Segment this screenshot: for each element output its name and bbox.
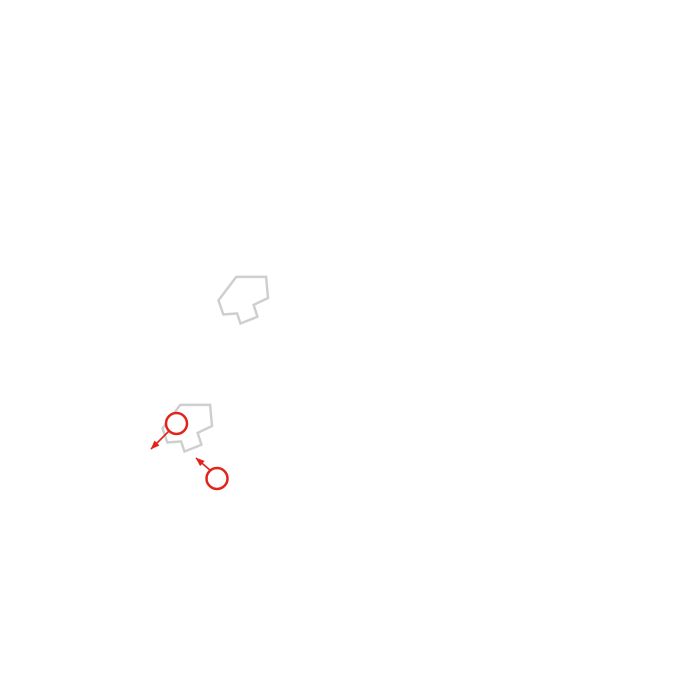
metal-profil-logo-icon	[214, 271, 274, 327]
point-b-marker	[196, 458, 228, 489]
callout-a-circle	[166, 413, 187, 434]
callout-b-circle	[207, 468, 228, 489]
callout-b-arrow	[196, 458, 211, 471]
watermark-upper	[214, 271, 274, 327]
